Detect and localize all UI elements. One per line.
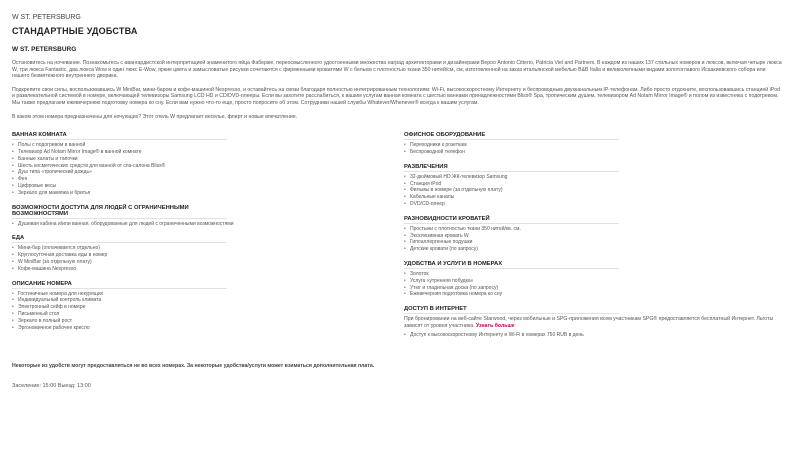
amenity-section: [12, 205, 396, 228]
list-item: • Круглосуточная доставка еды в номер: [12, 252, 396, 259]
list-item: • Доступ к высокоскоростному Интернету и Wi-Fi в номерах 750 RUB в день: [404, 332, 788, 339]
list-item: • Услуга «утренняя побудка»: [404, 278, 788, 285]
list-item: • Гипоаллергенные подушки: [404, 239, 788, 246]
list-item: • DVD/CD-плеер: [404, 201, 788, 208]
amenity-section: [404, 216, 788, 253]
right-column: [396, 132, 788, 347]
amenity-list: [12, 221, 396, 228]
section-heading: РАЗНОВИДНОСТИ КРОВАТЕЙ: [404, 216, 619, 224]
list-item: • Эргономичное рабочее кресло: [12, 325, 396, 332]
checkin-times: Заселение: 15:00 Выезд: 13:00: [12, 383, 91, 390]
list-item: • Утюг и гладильная доска (по запросу): [404, 285, 788, 292]
list-item: • Зеркало для макияжа и бритья: [12, 190, 396, 197]
amenity-section: [404, 164, 788, 208]
section-heading: ВАННАЯ КОМНАТА: [12, 132, 227, 140]
list-item: • Кофе-машина Nespresso: [12, 266, 396, 273]
list-item: • Гостиничные номера для некурящих: [12, 291, 396, 298]
amenity-section: [404, 132, 788, 156]
amenity-list: [404, 226, 788, 253]
list-item: • Переходники к розеткам: [404, 142, 788, 149]
section-heading: ВОЗМОЖНОСТИ ДОСТУПА ДЛЯ ЛЮДЕЙ С ОГРАНИЧЕННЫМИ ВОЗМОЖНОСТЯМИ: [12, 205, 227, 219]
left-column: [12, 132, 396, 347]
list-item: • Телевизор Ad Notam Mirror Image® в ванной комнате: [12, 149, 396, 156]
list-item: • Детские кровати (по запросу): [404, 246, 788, 253]
list-item: • W MiniBar (за отдельную плату): [12, 259, 396, 266]
list-item: • Душ типа «тропический дождь»: [12, 169, 396, 176]
amenity-section: [12, 132, 396, 196]
amenity-section: [12, 235, 396, 272]
amenity-list: [12, 245, 396, 272]
list-item: • Фильмы в номере (за отдельную плату): [404, 187, 788, 194]
section-heading: УДОБСТВА И УСЛУГИ В НОМЕРАХ: [404, 261, 619, 269]
section-heading: ОПИСАНИЕ НОМЕРА: [12, 281, 227, 289]
list-item: • Шесть косметических средств для ванной от спа-салона Bliss®: [12, 163, 396, 170]
list-item: • Станция iPod: [404, 181, 788, 188]
amenity-list: [12, 291, 396, 332]
internet-section: [404, 306, 788, 339]
intro-paragraph-2: Подкрепите свои силы, воспользовавшись W MiniBar, мини-баром и кофе-машиной Nespresso, и оставайтесь на связи благодаря полностью интегрированным технологиям: Wi-Fi, высокоскоростному Интернету и беспроводным двухканальным IP-телефонам. Либо просто отдохните, воспользовавшись станцией iPod и развлекательной системой в номере, включающей телевизоры Samsung LCD HD и CD/DVD-плееры. Если вы захотите расслабиться, к вашим услугам ванная комната с шестью ваннами принадлежностями Bliss® Spa, тропическим душем, телевизором Ad Notam Mirror Image® и полом из известняка с подогревом. Мы также предлагаем ежевечернюю подготовку номера ко сну. Если вам нужно что-то еще, просто попросите об этом. Сотрудники нашей службы Whatever/Whenever® всегда к вашим услугам.: [12, 86, 780, 106]
list-item: • Цифровые весы: [12, 183, 396, 190]
amenity-list: [12, 142, 396, 196]
list-item: • Зеркало в полный рост: [12, 318, 396, 325]
list-item: • Простыни с плотностью ткани 350 нитей/кв. см.: [404, 226, 788, 233]
learn-more-link[interactable]: Узнать больше: [475, 322, 515, 329]
amenity-list: [404, 271, 788, 298]
list-item: • Мини-бар (оплачивается отдельно): [12, 245, 396, 252]
amenities-columns: [12, 132, 788, 347]
list-item: • Беспроводной телефон: [404, 149, 788, 156]
list-item: • Золоток: [404, 271, 788, 278]
internet-note: [404, 316, 788, 329]
intro-paragraph-3: В каком этом номера предназначены для ночующих? Этот отель W предлагает веселье, флирт и новые впечатления.: [12, 113, 298, 120]
section-heading: ОФИСНОЕ ОБОРУДОВАНИЕ: [404, 132, 619, 140]
list-item: • Электронный сейф в номере: [12, 304, 396, 311]
amenity-section: [404, 261, 788, 298]
page-title: СТАНДАРТНЫЕ УДОБСТВА: [12, 26, 138, 36]
list-item: • Банные халаты и тапочки: [12, 156, 396, 163]
section-heading: ЕДА: [12, 235, 227, 243]
section-heading: РАЗВЛЕЧЕНИЯ: [404, 164, 619, 172]
list-item: • Индивидуальный контроль климата: [12, 297, 396, 304]
internet-note-text: При бронировании на веб-сайте Starwood, через мобильные и SPG-приложения всем участникам SPG® предоставляется бесплатный Интернет. Льготы зависят от уровня участника.: [404, 316, 774, 329]
list-item: • Полы с подогревом в ванной: [12, 142, 396, 149]
list-item: • Эксклюзивная кровать W: [404, 233, 788, 240]
section-heading: ДОСТУП В ИНТЕРНЕТ: [404, 306, 619, 314]
internet-list: [404, 332, 788, 339]
amenity-section: [12, 281, 396, 332]
hotel-name: W ST. PETERSBURG: [12, 14, 81, 21]
list-item: • Письменный стол: [12, 311, 396, 318]
list-item: • Фен: [12, 176, 396, 183]
amenity-list: [404, 142, 788, 156]
list-item: • Душевая кабина и/или ванная, оборудованные для людей с ограниченными возможностями: [12, 221, 396, 228]
list-item: • Кабельные каналы: [404, 194, 788, 201]
amenity-list: [404, 174, 788, 208]
intro-paragraph-1: Остановитесь на ночевание. Познакомьтесь с авангардистской интерпретацией знаменитого яйца Фаберже, переосмысленного удостоенными множества наград архитекторами и дизайнерами Вероо Antonio Citterio, Patricia Viel and Partners. В каждом из наших 137 стильных номеров и люксов, включая четыре люкса W, три люкса Fantastic, два люкса Wow и один люкс E-Wow, яркие цвета и замысловатые рисунки сочетаются с фирменными кроватями W с бельем с плотностью ткани 350 нитей/см, см, изготовленной на заказ итальянской мебелью B&B Italia и великолепными видами золотоглавого Исаакиевского собора или нашего безмятежного внутреннего дворика.: [12, 60, 782, 80]
hotel-subtitle: W ST. PETERSBURG: [12, 46, 77, 53]
footnote: Некоторые из удобств могут предоставляться не во всех номерах. За некоторые удобства/услуги может взиматься дополнительная плата.: [12, 363, 375, 370]
list-item: • Ежевечерняя подготовка номера ко сну: [404, 291, 788, 298]
list-item: • 32-дюймовый HD ЖК-телевизор Samsung: [404, 174, 788, 181]
